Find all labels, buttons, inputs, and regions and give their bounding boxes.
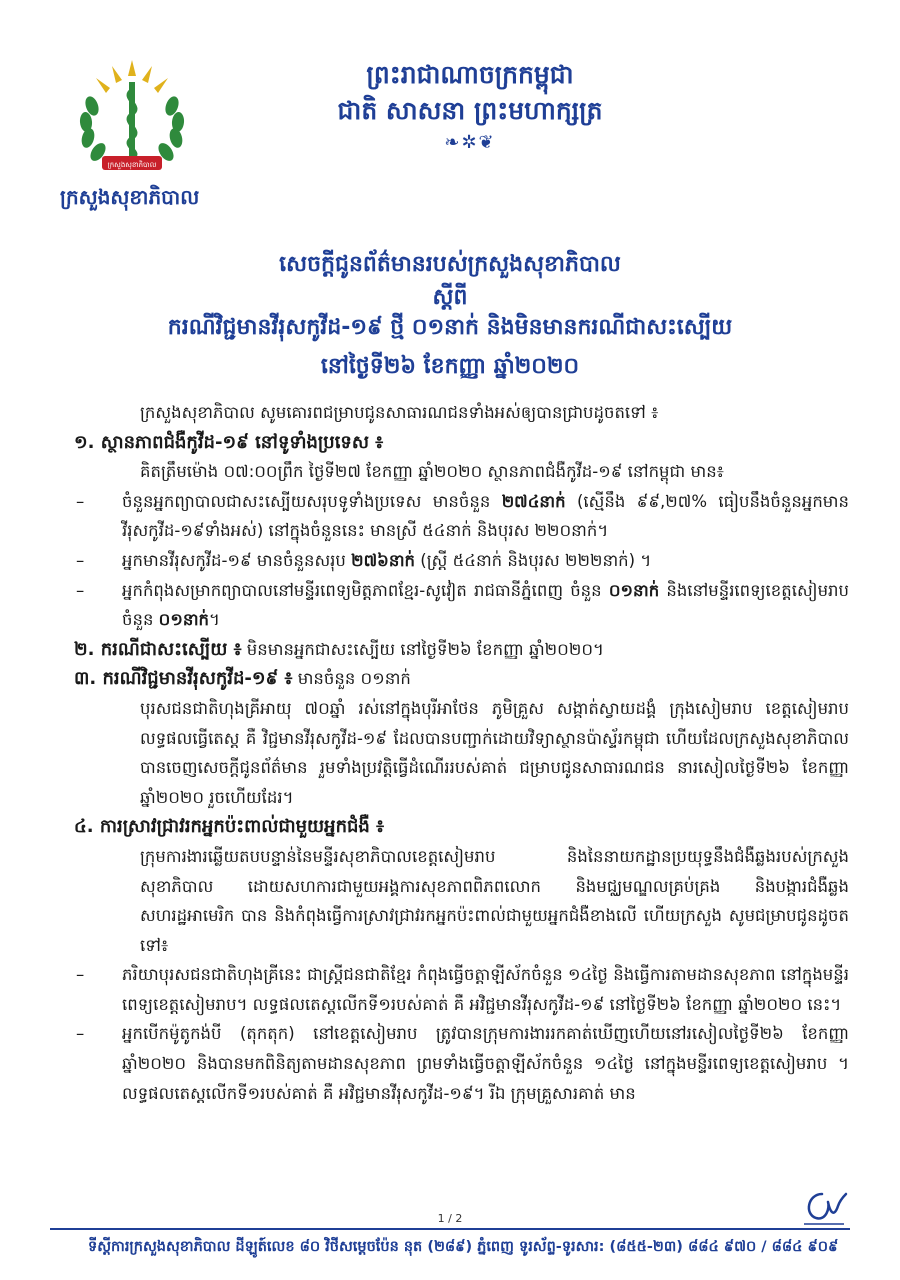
list-item — [74, 487, 849, 546]
ornament-divider-icon: ❧✲❦ — [444, 132, 496, 153]
national-motto: ជាតិ សាសនា ព្រះមហាក្សត្រ — [337, 96, 603, 125]
list-item-text: អ្នកមានវីរុសកូវីដ-១៩ មានចំនួនសរុប — [122, 550, 352, 570]
intro-paragraph: ក្រសួងសុខាភិបាល សូមគោរពជម្រាបជូនសាធារណជនទាំងអស់ឲ្យបានជ្រាបដូចតទៅ ៖ — [140, 403, 659, 422]
list-item-text: អ្នកបើកម៉ូតូកង់បី (តុកតុក) នៅខេត្តសៀមរាប ត្រូវបានក្រុមការងាររកគាត់ឃើញហើយនៅរសៀលថ្ងៃទី២៦ ខែកញ្ញា ឆ្នាំ២០២០ និងបានមកពិនិត្យតាមដានសុខភាព ព្រមទាំងធ្វើចត្តាឡីស័កចំនួន ១៤ថ្ងៃ នៅក្នុងមន្ទីរពេទ្យខេត្តសៀមរាប ។ លទ្ធផលតេស្តលើកទី១របស់គាត់ គឺ អវិជ្ជមានវីរុសកូវីដ-១៩។ រីឯ ក្រុមគ្រួសារគាត់ មាន — [122, 1024, 849, 1103]
list-item-text: ។ — [209, 610, 220, 630]
bullet-dash: – — [76, 965, 85, 985]
document-body — [74, 398, 849, 1108]
kingdom-title: ព្រះរាជាណាចក្រកម្ពុជា — [366, 60, 574, 89]
page-number: 1 / 2 — [437, 1212, 463, 1225]
footer-address: ទីស្តីការក្រសួងសុខាភិបាល ដីឡូត៍លេខ ៨០ វិថីសម្តេចប៉ែន នុត (២៨៩) ភ្នំពេញ ទូរស័ព្ទ-ទូរសារ: (៨៥៥-២៣) ៨៨៤ ៩៧០ / ៨៨៤ ៩០៩ — [88, 1239, 839, 1255]
bullet-dash: – — [76, 550, 85, 570]
list-item — [74, 546, 849, 576]
rod-of-asclepius-icon — [129, 82, 136, 160]
section-4-heading: ៤. ការស្រាវជ្រាវរកអ្នកប៉ះពាល់ជាមួយអ្នកជំងឺ ៖ — [74, 816, 385, 838]
list-item-text: (ស្មើនឹង ៩៩,២៧% ធៀបនឹងចំនួនអ្នកមានវីរុសកូវីដ-១៩ទាំងអស់) នៅក្នុងចំនួននេះ មានស្រី ៥៤នាក់ និងបុរស ២២០នាក់។ — [122, 491, 849, 541]
list-item — [74, 960, 849, 1019]
list-item-text: និងនៅមន្ទីរពេទ្យខេត្តសៀមរាប ចំនួន — [122, 580, 849, 630]
bullet-dash: – — [76, 491, 85, 511]
document-subject: ករណីវិជ្ជមានវីរុសកូវីដ-១៩ ថ្មី ០១នាក់ និងមិនមានករណីជាសះស្បើយ — [167, 315, 733, 340]
ministry-emblem-logo — [72, 56, 192, 186]
document-date: នៅថ្ងៃទី២៦ ខែកញ្ញា ឆ្នាំ២០២០ — [320, 354, 580, 379]
section-2 — [74, 635, 849, 665]
list-item-text: អ្នកកំពុងសម្រាកព្យាបាលនៅមន្ទីរពេទ្យមិត្តភាពខ្មែរ-សូវៀត រាជធានីភ្នំពេញ ចំនួន — [122, 580, 609, 600]
list-item — [74, 576, 849, 635]
recovered-count: ២៧៤នាក់ — [501, 491, 566, 511]
total-cases-count: ២៧៦នាក់ — [351, 550, 416, 570]
initials-signature-icon — [800, 1184, 848, 1228]
bullet-dash: – — [76, 1024, 85, 1044]
document-title: សេចក្ដីជូនព័ត៌មានរបស់ក្រសួងសុខាភិបាល — [279, 252, 621, 277]
section-3-text: មានចំនួន ០១នាក់ — [292, 669, 411, 689]
document-subject-label: ស្ដីពី — [432, 285, 468, 310]
section-1-heading: ១. ស្ថានភាពជំងឺកូវីដ-១៩ នៅទូទាំងប្រទេស ៖ — [74, 431, 384, 453]
ministry-name: ក្រសួងសុខាភិបាល — [60, 185, 200, 209]
list-item-text: (ស្ត្រី ៥៤នាក់ និងបុរស ២២២នាក់) ។ — [415, 550, 652, 570]
section-1-line: គិតត្រឹមម៉ោង ០៧:០០ព្រឹក ថ្ងៃទី២៧ ខែកញ្ញា ឆ្នាំ២០២០ ស្ថានភាពជំងឺកូវីដ-១៩ នៅកម្ពុជា មាន៖ — [140, 462, 724, 482]
section-3 — [74, 664, 849, 694]
bullet-dash: – — [76, 580, 85, 600]
list-item-text: ចំនួនអ្នកព្យាបាលជាសះស្បើយសរុបទូទាំងប្រទេស មានចំនួន — [122, 491, 502, 511]
section-2-text: មិនមានអ្នកជាសះស្បើយ នៅថ្ងៃទី២៦ ខែកញ្ញា ឆ្នាំ២០២០។ — [241, 639, 604, 659]
hospitalized-count: ០១នាក់ — [158, 610, 210, 630]
section-2-heading: ២. ករណីជាសះស្បើយ ៖ — [74, 638, 242, 660]
footer-divider — [50, 1228, 850, 1230]
hospitalized-count: ០១នាក់ — [608, 580, 660, 600]
emblem-ribbon-text: ក្រសួងសុខាភិបាល — [107, 161, 157, 169]
list-item — [74, 1019, 849, 1108]
list-item-text: ភរិយាបុរសជនជាតិហុងគ្រីនេះ ជាស្ត្រីជនជាតិខ្មែរ កំពុងធ្វើចត្តាឡីស័កចំនួន ១៤ថ្ងៃ និងធ្វើការតាមដានសុខភាព នៅក្នុងមន្ទីរពេទ្យខេត្តសៀមរាប។ លទ្ធផលតេស្តលើកទី១របស់គាត់ គឺ អវិជ្ជមានវីរុសកូវីដ-១៩ នៅថ្ងៃទី២៦ ខែកញ្ញា ឆ្នាំ២០២០ នេះ។ — [122, 965, 849, 1014]
section-3-paragraph: បុរសជនជាតិហុងគ្រីអាយុ ៧០ឆ្នាំ រស់នៅក្នុងបុរីអាថែន ភូមិគ្រួស សង្កាត់ស្វាយដង្គំ ក្រុងសៀមរាប ខេត្តសៀមរាប លទ្ធផលធ្វើតេស្ត គឺ វិជ្ជមានវីរុសកូវីដ-១៩ ដែលបានបញ្ជាក់ដោយវិទ្យាស្ថានប៉ាស្ទ័រកម្ពុជា ហើយដែលក្រសួងសុខាភិបាល បានចេញសេចក្តីជូនព័ត៌មាន រួមទាំងប្រវត្តិធ្វើដំណើររបស់គាត់ ជម្រាបជូនសាធារណជន នារសៀលថ្ងៃទី២៦ ខែកញ្ញា ឆ្នាំ២០២០ រួចហើយដែរ។ — [140, 698, 849, 807]
section-3-heading: ៣. ករណីវិជ្ជមានវីរុសកូវីដ-១៩ ៖ — [74, 668, 293, 690]
section-4-paragraph: ក្រុមការងារឆ្លើយតបបន្ទាន់នៃមន្ទីរសុខាភិបាលខេត្តសៀមរាប និងនៃនាយកដ្ឋានប្រយុទ្ធនឹងជំងឺឆ្លងរបស់ក្រសួងសុខាភិបាល ដោយសហការជាមួយអង្គការសុខភាពពិភពលោក និងមជ្ឈមណ្ឌលគ្រប់គ្រង និងបង្ការជំងឺឆ្លងសហរដ្ឋអាមេរិក បាន និងកំពុងធ្វើការស្រាវជ្រាវរកអ្នកប៉ះពាល់ជាមួយអ្នកជំងឺខាងលើ ហើយក្រសួង សូមជម្រាបជូនដូចតទៅ៖ — [140, 846, 849, 955]
